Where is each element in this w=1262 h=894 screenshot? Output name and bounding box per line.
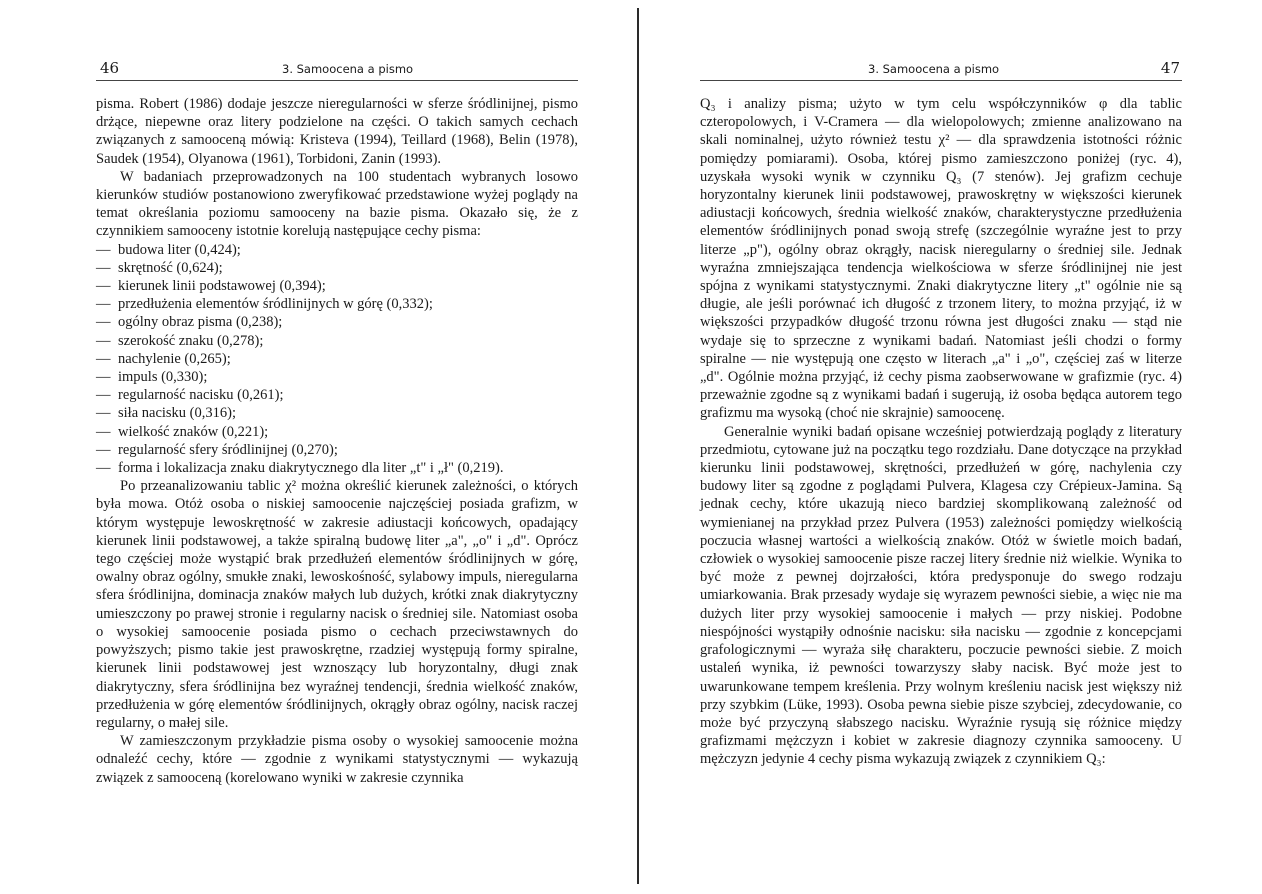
list-dash: —	[96, 423, 111, 440]
list-dash: —	[96, 350, 111, 367]
list-item-text: przedłużenia elementów śródlinijnych w górę (0,332);	[118, 296, 433, 313]
list-item	[96, 241, 578, 259]
list-dash: —	[96, 460, 111, 477]
list-dash: —	[96, 314, 111, 331]
list-dash: —	[96, 441, 111, 458]
paragraph: Q₃ i analizy pisma; użyto w tym celu współczynników φ dla tablic czteropolowych, i V-Cramera — dla wielopolowych; zmienne analizowano na skali nominalnej, użyto również testu χ² — dla sprawdzenia istotności różnic pomiędzy pomiarami). Osoba, której pismo zamieszczono poniżej (ryc. 4), uzyskała wysoki wynik w czynniku Q₃ (7 stenów). Jej grafizm cechuje horyzontalny kierunek linii podstawowej, prawoskrętny w większości kierunek adiustacji końcowych, średnia wielkość znaków, charakterystyczne przedłużenia elementów śródlinijnych ponad swoją strefę (szczególnie wyraźne jest to przy literze „p"), ogólny obraz okrągły, nacisk nieregularny o średniej sile. Jednak wyraźna zmniejszająca tendencja wielkościowa w sferze śródlinijnej nie jest spójna z wynikami statystycznymi. Znaki diakrytyczne litery „t" ogólnie nie są długie, ale jeśli porównać ich długość z trzonem litery, to można przyjąć, iż w większości przypadków długość trzonu równa jest długości znaku — stąd nie wydaje się to sprzeczne z wynikami badań. Natomiast jeśli chodzi o formy spiralne — nie występują one często w literach „a" i „o", częściej zaś w literze „d". Ogólnie można przyjąć, iż cechy pisma zaobserwowane w grafizmie (ryc. 4) przeważnie zgodne są z wynikami badań i sugerują, iż osoba będąca autorem tego grafizmu ma wysoką (choć nie skrajnie) samoocenę.	[700, 96, 1182, 422]
left-chapter-title: 3. Samoocena a pismo	[282, 62, 414, 76]
list-item	[96, 332, 578, 350]
list-dash: —	[96, 241, 111, 258]
paragraph: Po przeanalizowaniu tablic χ² można określić kierunek zależności, o których była mowa. Otóż osoba o niskiej samoocenie najczęściej posiada grafizm, w którym występuje lewoskrętność w zakresie adiustacji końcowych, opadający kierunek linii podstawowej, a także spiralną budowę liter „a", „o" i „d". Oprócz tego częściej może wystąpić brak przedłużeń elementów śródlinijnych w górę, owalny obraz ogólny, smukłe znaki, lewoskośność, sylabowy impuls, nieregularna sfera śródlinijna, dominacja znaków małych lub dużych, krótki znak diakrytyczny umieszczony po prawej stronie i regularny nacisk o średniej sile. Natomiast osoba o wysokiej samoocenie posiada pismo o cechach przeciwstawnych do powyższych; pismo takie jest prawoskrętne, rzadziej występują formy spiralne, kierunek linii podstawowej jest wznoszący lub horyzontalny, długi znak diakrytyczny, sfera śródlinijna bez wyraźnej tendencji, średnia wielkość znaków, przedłużenia w górę elementów śródlinijnych, okrągły obraz ogólny, nacisk raczej regularny, o małej sile.	[96, 478, 578, 731]
list-item	[96, 441, 578, 459]
list-item-text: ogólny obraz pisma (0,238);	[118, 314, 283, 331]
list-dash: —	[96, 387, 111, 404]
right-page-number: 47	[1160, 59, 1180, 77]
list-dash: —	[96, 369, 111, 386]
left-body-text	[96, 95, 578, 787]
list-item-text: wielkość znaków (0,221);	[118, 423, 269, 440]
list-item	[96, 368, 578, 386]
left-page	[96, 58, 578, 787]
list-item	[96, 295, 578, 313]
feature-list	[96, 241, 578, 478]
list-dash: —	[96, 259, 111, 276]
list-dash: —	[96, 278, 111, 295]
paragraph: W badaniach przeprowadzonych na 100 studentach wybranych losowo kierunków studiów postanowiono zweryfikować przedstawione wyżej poglądy na temat określania poziomu samooceny na bazie pisma. Okazało się, że z czynnikiem samooceny istotnie korelują następujące cechy pisma:	[96, 168, 578, 240]
list-item-text: nachylenie (0,265);	[118, 350, 231, 367]
list-item-text: regularność nacisku (0,261);	[118, 387, 284, 404]
list-item	[96, 459, 578, 477]
list-item-text: kierunek linii podstawowej (0,394);	[118, 278, 326, 295]
left-running-head	[96, 58, 578, 81]
list-item	[96, 350, 578, 368]
right-chapter-title: 3. Samoocena a pismo	[868, 62, 1000, 76]
list-item	[96, 277, 578, 295]
left-page-number: 46	[100, 59, 120, 77]
list-item-text: skrętność (0,624);	[118, 259, 223, 276]
right-running-head	[700, 58, 1182, 81]
right-body-text	[700, 95, 1182, 769]
list-dash: —	[96, 405, 111, 422]
list-dash: —	[96, 296, 111, 313]
list-item	[96, 386, 578, 404]
list-item	[96, 313, 578, 331]
list-item-text: szerokość znaku (0,278);	[118, 332, 264, 349]
paragraph: W zamieszczonym przykładzie pisma osoby o wysokiej samoocenie można odnaleźć cechy, które — zgodnie z wynikami statystycznymi — wykazują związek z samooceną (korelowano wyniki w zakresie czynnika	[96, 733, 578, 786]
right-page	[700, 58, 1182, 769]
paragraph: pisma. Robert (1986) dodaje jeszcze nieregularności w sferze śródlinijnej, pismo drżące, niepewne oraz litery podzielone na części. O takich samych cechach związanych z samooceną mówią: Kristeva (1994), Teillard (1968), Belin (1978), Saudek (1954), Olyanowa (1961), Torbidoni, Zanin (1993).	[96, 96, 578, 167]
list-item	[96, 404, 578, 422]
book-gutter	[637, 8, 639, 884]
list-item-text: budowa liter (0,424);	[118, 241, 241, 258]
list-item-text: impuls (0,330);	[118, 369, 208, 386]
paragraph: Generalnie wyniki badań opisane wcześniej potwierdzają poglądy z literatury przedmiotu, cytowane już na początku tego rozdziału. Dane dotyczące na przykład kierunku linii podstawowej, skrętności, przedłużeń w górę, nachylenia czy budowy liter są zgodne z poglądami Pulvera, Klagesa czy Crépieux-Jamina. Są jednak cechy, które ukazują nieco bardziej skomplikowaną zależność od wymienianej na przykład przez Pulvera (1953) zależności pomiędzy wielkością poczucia własnej wartości a wielkością znaków. Otóż w świetle moich badań, człowiek o wysokiej samoocenie pisze raczej litery średnie niż wielkie. Wynika to być może z pewnej dojrzałości, która predysponuje do swego rodzaju umiarkowania. Brak przesady wydaje się wyrazem pewności siebie, a więc nie ma dużych liter przy wysokiej samoocenie i małych — przy niskiej. Podobne niespójności wystąpiły odnośnie nacisku: siła nacisku — zgodnie z koncepcjami grafologicznymi — wyraża siłę charakteru, poczucie pewności siebie. Z moich ustaleń wynika, iż pewności towarzyszy słaby nacisk. Być może jest to uwarunkowane tempem kreślenia. Przy wolnym kreśleniu nacisk jest większy niż przy szybkim (Lüke, 1993). Osoba pewna siebie pisze szybciej, zdecydowanie, co może być przyczyną słabszego nacisku. Wyraźnie rysują się różnice między grafizmami mężczyzn i kobiet w zakresie diagnozy czynnika samooceny. U mężczyzn jedynie 4 cechy pisma wykazują związek z czynnikiem Q₃:	[700, 423, 1182, 768]
list-item-text: siła nacisku (0,316);	[118, 405, 236, 422]
list-item-text: regularność sfery śródlinijnej (0,270);	[118, 441, 338, 458]
list-item-text: forma i lokalizacja znaku diakrytycznego dla liter „t" i „ł" (0,219).	[118, 460, 504, 477]
list-dash: —	[96, 332, 111, 349]
list-item	[96, 423, 578, 441]
list-item	[96, 259, 578, 277]
